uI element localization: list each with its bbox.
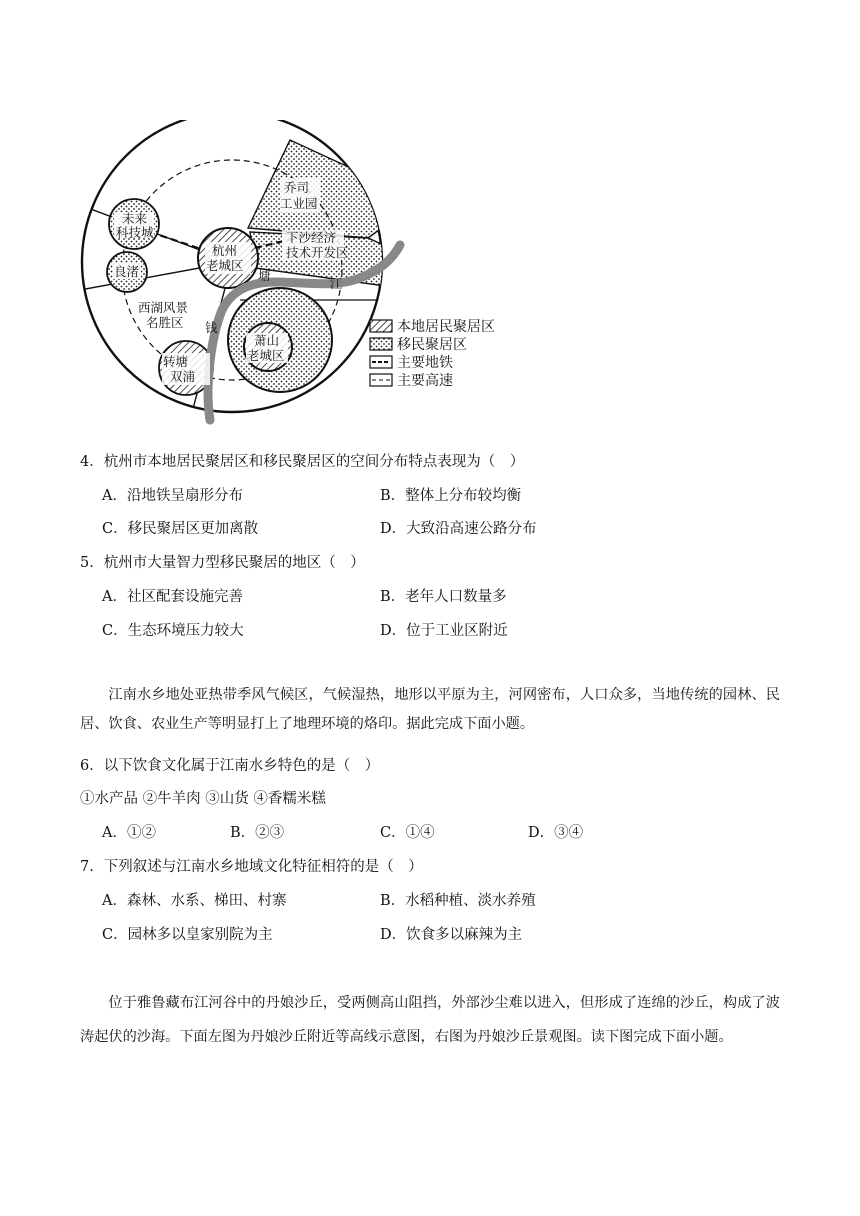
question-5-option-b[interactable]: B．老年人口数量多 [380, 589, 507, 605]
west-lake-label-1: 西湖风景 [138, 300, 189, 315]
question-6-stem: 6．以下饮食文化属于江南水乡特色的是（ ） [80, 758, 380, 774]
legend-swatch-migrant [370, 338, 392, 350]
question-6-option-b[interactable]: B．②③ [230, 825, 285, 841]
question-5-option-c[interactable]: C．生态环境压力较大 [102, 623, 244, 639]
question-7-stem: 7．下列叙述与江南水乡地域文化特征相符的是（ ） [80, 859, 423, 875]
xiasha-label-1: 下沙经济 [286, 230, 337, 245]
question-4-stem: 4．杭州市本地居民聚居区和移民聚居区的空间分布特点表现为（ ） [80, 454, 525, 470]
river-char-jiang: 江 [330, 276, 343, 291]
river-char-qian: 钱 [205, 320, 218, 335]
question-7-option-a[interactable]: A．森林、水系、梯田、村寨 [102, 893, 287, 909]
liangzhu-label: 良渚 [114, 264, 140, 279]
old-city-label-1: 杭州 [212, 243, 238, 258]
qiaosi-label-1: 乔司 [284, 180, 310, 195]
qiaosi-label-2: 工业园 [280, 196, 318, 211]
legend-label-highway: 主要高速 [397, 373, 453, 389]
question-5-option-a[interactable]: A．社区配套设施完善 [102, 589, 243, 605]
question-4-option-a[interactable]: A．沿地铁呈扇形分布 [102, 488, 243, 504]
question-6-option-c[interactable]: C．①④ [380, 825, 435, 841]
xiaoshan-label-2: 老城区 [247, 348, 285, 363]
legend-swatch-local [370, 320, 392, 332]
question-6-option-a[interactable]: A．①② [102, 825, 156, 841]
question-7-option-c[interactable]: C．园林多以皇家别院为主 [102, 927, 273, 943]
question-5-stem: 5．杭州市大量智力型移民聚居的地区（ ） [80, 555, 365, 571]
river-char-tang: 塘 [258, 268, 271, 283]
old-city-label-2: 老城区 [206, 258, 244, 273]
weilai-label-2: 科技城 [116, 225, 154, 240]
weilai-label-1: 未来 [122, 211, 148, 226]
map-legend [370, 318, 495, 389]
legend-label-metro: 主要地铁 [397, 355, 453, 371]
question-4-option-b[interactable]: B．整体上分布较均衡 [380, 488, 522, 504]
xiaoshan-label-1: 萧山 [254, 333, 280, 348]
question-6-option-d[interactable]: D．③④ [528, 825, 584, 841]
legend-label-migrant: 移民聚居区 [397, 337, 467, 353]
question-6-items: ①水产品 ②牛羊肉 ③山货 ④香糯米糕 [80, 791, 326, 807]
question-5-option-d[interactable]: D．位于工业区附近 [380, 623, 508, 639]
zhuantang-label-1: 转塘 [163, 354, 189, 369]
question-4-option-d[interactable]: D．大致沿高速公路分布 [380, 521, 537, 537]
passage-dunes: 位于雅鲁藏布江河谷中的丹娘沙丘，受两侧高山阻挡，外部沙尘难以进入，但形成了连绵的沙丘，构成了波涛起伏的沙海。下面左图为丹娘沙丘附近等高线示意图，右图为丹娘沙丘景观图。读下图完成下面小题。 [80, 995, 780, 1045]
hangzhou-settlement-map [60, 120, 530, 425]
question-4-option-c[interactable]: C．移民聚居区更加离散 [102, 521, 259, 537]
west-lake-label-2: 名胜区 [146, 315, 184, 330]
question-7-option-d[interactable]: D．饮食多以麻辣为主 [380, 927, 523, 943]
legend-label-local: 本地居民聚居区 [397, 319, 495, 335]
zhuantang-label-2: 双浦 [170, 369, 196, 384]
question-7-option-b[interactable]: B．水稻种植、淡水养殖 [380, 893, 536, 909]
xiasha-label-2: 技术开发区 [286, 245, 349, 260]
passage-jiangnan: 江南水乡地处亚热带季风气候区，气候湿热，地形以平原为主，河网密布，人口众多，当地传统的园林、民居、饮食、农业生产等明显打上了地理环境的烙印。据此完成下面小题。 [80, 687, 780, 732]
